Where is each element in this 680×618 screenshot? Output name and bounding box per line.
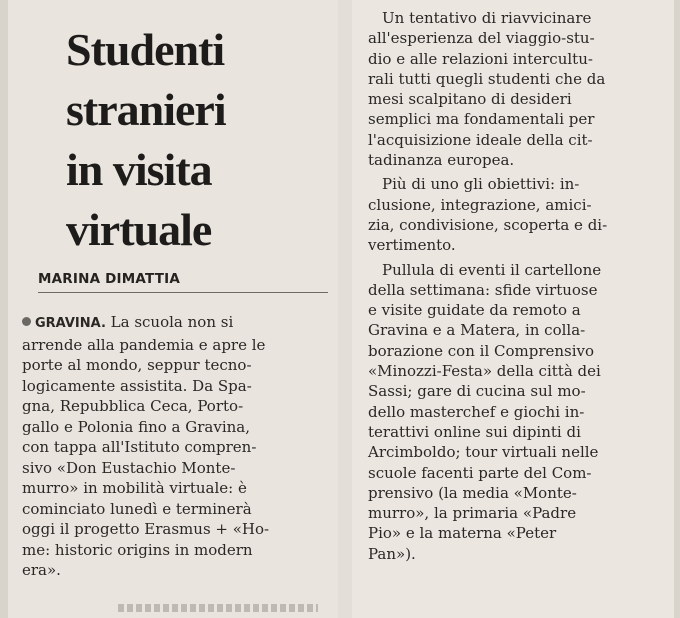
body-line: cominciato lunedì e terminerà: [22, 499, 252, 518]
paragraph: [368, 8, 668, 170]
body-line: dello masterchef e giochi in-: [368, 402, 585, 421]
bullet-icon: [22, 317, 31, 326]
body-line: Sassi; gare di cucina sul mo-: [368, 382, 586, 401]
body-line: sivo «Don Eustachio Monte-: [22, 458, 236, 477]
cut-off-text-line: [118, 604, 318, 612]
body-line: borazione con il Comprensivo: [368, 341, 595, 360]
body-line: zia, condivisione, scoperta e di-: [368, 215, 608, 234]
body-line: porte al mondo, seppur tecno-: [22, 356, 252, 374]
body-line: Gravina e a Matera, in colla-: [368, 321, 586, 340]
article-body-right: [368, 8, 668, 564]
body-line: murro» in mobilità virtuale: è: [22, 479, 247, 497]
body-line: scuole facenti parte del Com-: [368, 463, 592, 482]
article-right-column: [352, 0, 674, 618]
body-line: La scuola non si: [105, 313, 234, 331]
body-line: semplici ma fondamentali per: [368, 110, 595, 129]
body-line: Pan»).: [368, 544, 416, 563]
body-line: della settimana: sfide virtuose: [368, 280, 598, 299]
body-line: arrende alla pandemia e apre le: [22, 335, 266, 354]
body-line: mesi scalpitano di desideri: [368, 90, 572, 109]
body-line: tadinanza europea.: [368, 151, 515, 170]
body-line: Un tentativo di riavvicinare: [382, 9, 592, 27]
article-left-column: [8, 0, 338, 618]
body-line: «Minozzi-Festa» della città dei: [368, 362, 601, 381]
body-line: Pullula di eventi il cartellone: [382, 260, 602, 279]
body-line: gna, Repubblica Ceca, Porto-: [22, 397, 244, 415]
paragraph: [368, 260, 668, 564]
column-gutter: [338, 0, 352, 618]
body-line: terattivi online sui dipinti di: [368, 422, 581, 441]
body-line: con tappa all'Istituto compren-: [22, 438, 257, 456]
body-line: vertimento.: [368, 236, 456, 255]
body-line: e visite guidate da remoto a: [368, 301, 581, 320]
body-line: murro», la primaria «Padre: [368, 504, 577, 523]
headline-line: virtuale: [66, 204, 212, 255]
headline-line: stranieri: [66, 84, 226, 135]
body-line: era».: [22, 561, 61, 579]
body-line: gallo e Polonia fino a Gravina,: [22, 417, 251, 436]
headline: [66, 20, 326, 260]
body-line: dio e alle relazioni intercultu-: [368, 49, 593, 68]
body-line: Pio» e la materna «Peter: [368, 524, 557, 543]
body-line: all'esperienza del viaggio-stu-: [368, 29, 595, 48]
body-line: Più di uno gli obiettivi: in-: [382, 175, 580, 194]
body-line: me: historic origins in modern: [22, 540, 253, 559]
body-line: l'acquisizione ideale della cit-: [368, 130, 593, 149]
headline-line: Studenti: [66, 24, 225, 75]
byline-divider: [38, 292, 328, 293]
dateline: GRAVINA.: [35, 316, 106, 331]
body-line: Arcimboldo; tour virtuali nelle: [368, 443, 599, 462]
body-line: rali tutti quegli studenti che da: [368, 69, 606, 88]
body-line: oggi il progetto Erasmus + «Ho-: [22, 520, 270, 538]
article-body-left: [22, 312, 314, 581]
first-line: [22, 312, 314, 335]
body-line: logicamente assistita. Da Spa-: [22, 376, 252, 395]
headline-line: in visita: [66, 144, 212, 195]
author-byline: MARINA DIMATTIA: [38, 271, 181, 287]
body-line: clusione, integrazione, amici-: [368, 195, 592, 214]
body-line: prensivo (la media «Monte-: [368, 483, 577, 502]
paragraph: [368, 174, 668, 255]
